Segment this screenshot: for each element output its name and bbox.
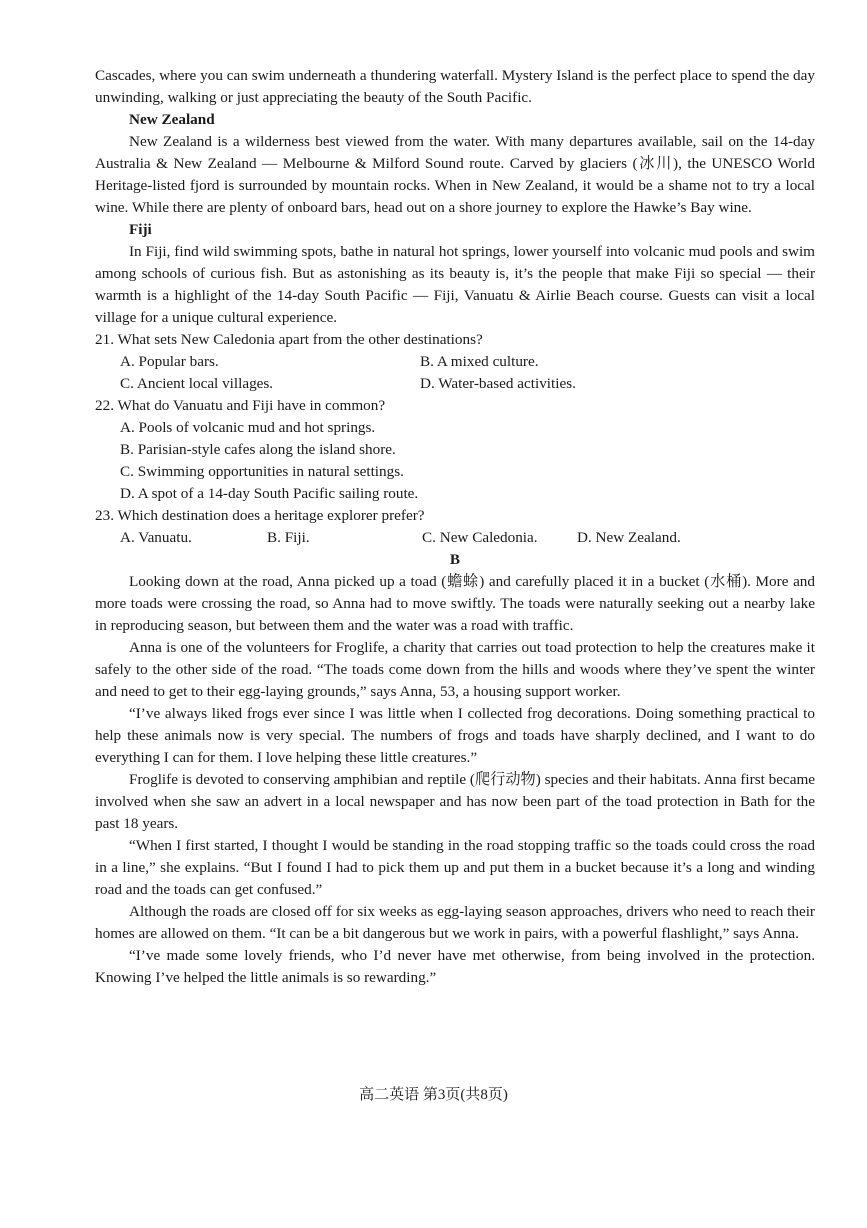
paragraph-b-2: Anna is one of the volunteers for Froglife, a charity that carries out toad protection to help the creatures make it safely to the other side of the road. “The toads come down from the hills and woods where they’ve spent the winter and need to get to their egg-laying grounds,” says Anna, 53, a housing support worker. bbox=[95, 639, 815, 700]
paragraph-cascades: Cascades, where you can swim underneath a thundering waterfall. Mystery Island is the perfect place to spend the day unwinding, walking or just appreciating the beauty of the South Pacific. bbox=[95, 67, 815, 106]
paragraph-b-5: “When I first started, I thought I would be standing in the road stopping traffic so the toads could cross the road in a line,” she explains. “But I found I had to pick them up and put them in a bucket because it’s a long and winding road and the toads can get confused.” bbox=[95, 837, 815, 898]
heading-fiji: Fiji bbox=[129, 221, 152, 238]
option-22-b: B. Parisian-style cafes along the island shore. bbox=[120, 441, 396, 458]
option-23-b: B. Fiji. bbox=[267, 529, 310, 546]
option-22-a: A. Pools of volcanic mud and hot springs. bbox=[120, 419, 376, 436]
option-22-c: C. Swimming opportunities in natural settings. bbox=[120, 463, 404, 480]
option-23-c: C. New Caledonia. bbox=[422, 529, 538, 546]
option-22-d: D. A spot of a 14-day South Pacific sailing route. bbox=[120, 485, 419, 502]
option-23-d: D. New Zealand. bbox=[577, 529, 681, 546]
section-label-b: B bbox=[449, 551, 461, 568]
question-21-stem: 21. What sets New Caledonia apart from the other destinations? bbox=[95, 331, 483, 348]
paragraph-b-1: Looking down at the road, Anna picked up a toad (蟾蜍) and carefully placed it in a bucket (水桶). More and more toads were crossing the road, so Anna had to move swiftly. The toads were naturally seeking out a nearby lake in reproducing season, but between them and the water was a road with traffic. bbox=[95, 573, 815, 634]
option-21-b: B. A mixed culture. bbox=[420, 353, 539, 370]
paragraph-b-4: Froglife is devoted to conserving amphibian and reptile (爬行动物) species and their habitats. Anna first became involved when she saw an advert in a local newspaper and has now been part of the toad protection in Bath for the past 18 years. bbox=[95, 771, 815, 832]
paragraph-fiji: In Fiji, find wild swimming spots, bathe in natural hot springs, lower yourself into volcanic mud pools and swim among schools of curious fish. But as astonishing as its beauty is, it’s the people that make Fiji so special — their warmth is a highlight of the 14-day South Pacific — Fiji, Vanuatu & Airlie Beach course. Guests can visit a local village for a unique cultural experience. bbox=[95, 243, 815, 326]
heading-new-zealand: New Zealand bbox=[129, 111, 215, 128]
paragraph-b-6: Although the roads are closed off for six weeks as egg-laying season approaches, drivers who need to reach their homes are allowed on them. “It can be a bit dangerous but we work in pairs, with a powerful flashlight,” says Anna. bbox=[95, 903, 815, 942]
paragraph-b-3: “I’ve always liked frogs ever since I was little when I collected frog decorations. Doing something practical to help these animals now is very special. The numbers of frogs and toads have sharply declined, and I want to do everything I can for them. I love helping these little creatures.” bbox=[95, 705, 815, 766]
exam-page bbox=[95, 65, 815, 989]
paragraph-new-zealand: New Zealand is a wilderness best viewed from the water. With many departures available, sail on the 14-day Australia & New Zealand — Melbourne & Milford Sound route. Carved by glaciers (冰川), the UNESCO World Heritage-listed fjord is surrounded by mountain rocks. When in New Zealand, it would be a shame not to try a local wine. While there are plenty of onboard bars, head out on a shore journey to explore the Hawke’s Bay wine. bbox=[95, 133, 815, 216]
question-21-options-row-2 bbox=[95, 373, 815, 395]
option-21-c: C. Ancient local villages. bbox=[120, 375, 274, 392]
option-21-d: D. Water-based activities. bbox=[420, 375, 576, 392]
option-21-a: A. Popular bars. bbox=[120, 353, 219, 370]
question-22-stem: 22. What do Vanuatu and Fiji have in common? bbox=[95, 397, 386, 414]
question-23-stem: 23. Which destination does a heritage explorer prefer? bbox=[95, 507, 425, 524]
question-21-options-row-1 bbox=[95, 351, 815, 373]
paragraph-b-7: “I’ve made some lovely friends, who I’d never have met otherwise, from being involved in the protection. Knowing I’ve helped the little animals is so rewarding.” bbox=[95, 947, 815, 986]
page-footer: 高二英语 第3页(共8页) bbox=[359, 1087, 508, 1103]
question-23-options bbox=[95, 527, 815, 549]
option-23-a: A. Vanuatu. bbox=[120, 529, 192, 546]
